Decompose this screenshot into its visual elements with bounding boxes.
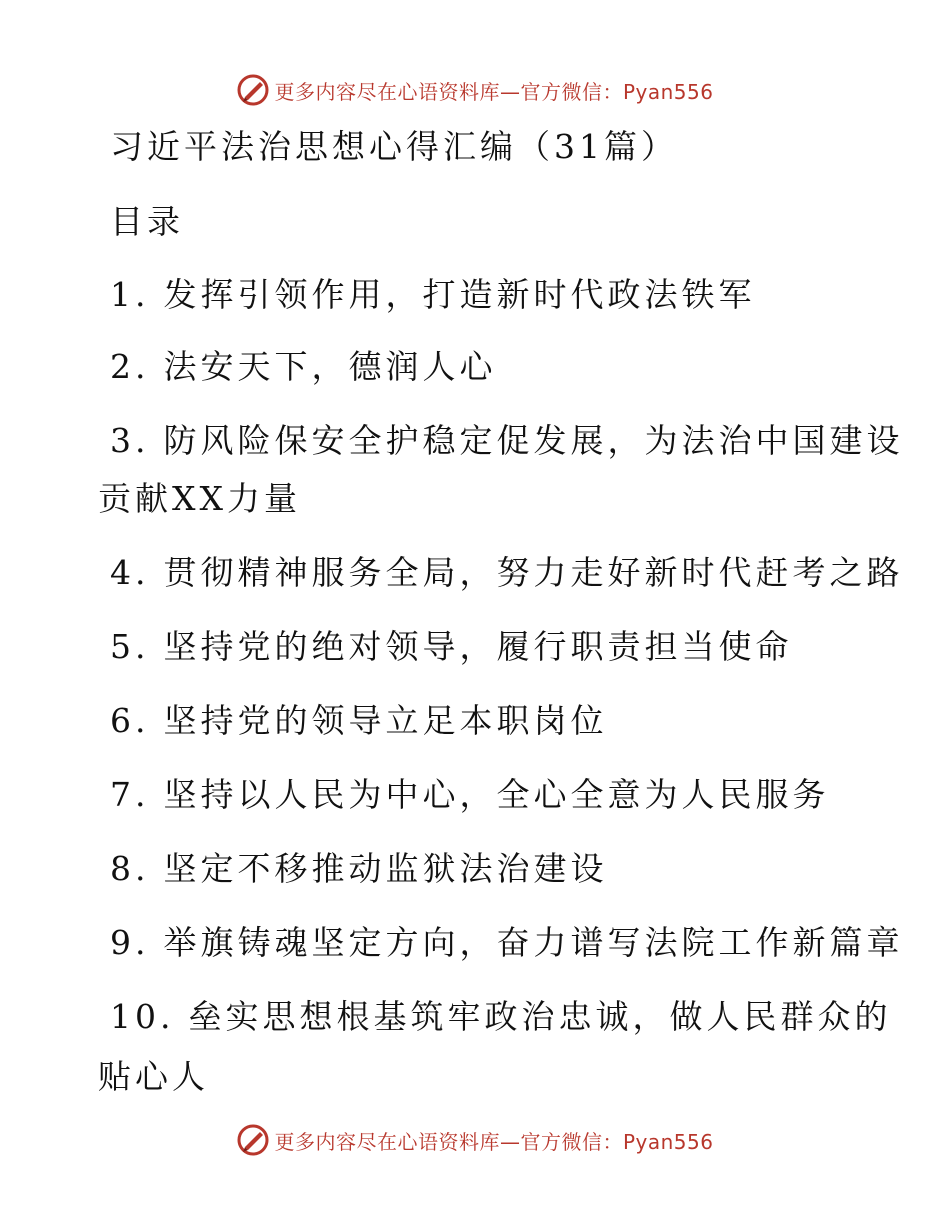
toc-item-3 — [110, 421, 904, 460]
banner-wechat-text: 官方微信：Pyan556 — [520, 1129, 714, 1154]
toc-item-text: 坚持以人民为中心，全心全意为人民服务 — [163, 775, 830, 814]
toc-item-1 — [110, 275, 756, 314]
toc-item-number: 6. — [110, 701, 150, 740]
banner-library-text: 更多内容尽在心语资料库 — [274, 79, 500, 104]
toc-item-4 — [110, 553, 904, 592]
toc-item-number: 8. — [110, 849, 150, 888]
toc-item-text: 举旗铸魂坚定方向，奋力谱写法院工作新篇章 — [163, 923, 904, 962]
toc-item-10-continuation: 贴心人 — [98, 1057, 209, 1096]
toc-item-text: 坚定不移推动监狱法治建设 — [163, 849, 608, 888]
logo-icon — [236, 1123, 270, 1157]
toc-item-number: 9. — [110, 923, 150, 962]
toc-item-number: 3. — [110, 421, 150, 460]
toc-item-number: 10. — [110, 997, 175, 1036]
toc-item-text: 坚持党的绝对领导，履行职责担当使命 — [163, 627, 793, 666]
banner-text — [274, 1126, 713, 1155]
toc-item-text: 坚持党的领导立足本职岗位 — [163, 701, 608, 740]
toc-item-text: 贯彻精神服务全局，努力走好新时代赶考之路 — [163, 553, 904, 592]
toc-item-number: 5. — [110, 627, 150, 666]
banner-dash: — — [499, 1129, 521, 1154]
toc-item-10 — [110, 997, 892, 1036]
toc-item-text: 垒实思想根基筑牢政治忠诚，做人民群众的 — [188, 997, 892, 1036]
toc-item-9 — [110, 923, 904, 962]
banner-wechat-text: 官方微信：Pyan556 — [520, 79, 714, 104]
toc-item-6 — [110, 701, 608, 740]
toc-item-number: 2. — [110, 347, 150, 386]
toc-item-8 — [110, 849, 608, 888]
toc-item-number: 1. — [110, 275, 150, 314]
toc-item-number: 7. — [110, 775, 150, 814]
toc-item-2 — [110, 347, 497, 386]
toc-item-text: 发挥引领作用，打造新时代政法铁军 — [163, 275, 756, 314]
banner-library-text: 更多内容尽在心语资料库 — [274, 1129, 500, 1154]
toc-item-5 — [110, 627, 793, 666]
toc-item-text: 防风险保安全护稳定促发展，为法治中国建设 — [163, 421, 904, 460]
toc-item-7 — [110, 775, 830, 814]
footer-banner — [0, 1120, 950, 1160]
toc-item-text: 法安天下，德润人心 — [163, 347, 497, 386]
toc-heading: 目录 — [110, 202, 184, 241]
toc-item-3-continuation: 贡献XX力量 — [98, 479, 301, 518]
toc-item-number: 4. — [110, 553, 150, 592]
banner-dash: — — [499, 79, 521, 104]
document-title: 习近平法治思想心得汇编（31篇） — [110, 127, 678, 166]
